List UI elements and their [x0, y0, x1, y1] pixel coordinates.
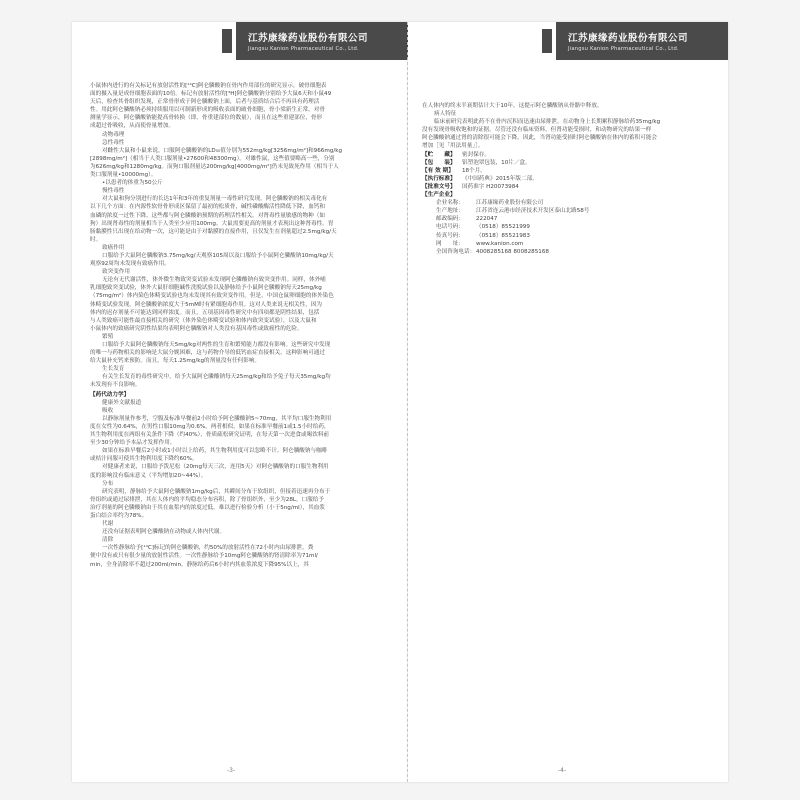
company-value: www.kanion.com [476, 240, 524, 247]
text-line: 致突变作用 [102, 269, 130, 276]
text-line: 小鼠体内进行的有关标记有放射活性的[¹⁴C]阿仑膦酸钠在骨内作用部位的研究显示，破骨细胞表 [90, 83, 327, 89]
text-line: 对大鼠和狗分别进行的长达1年和3年的重复剂量一毒性研究发现，阿仑膦酸钠的相关毒化有 [102, 196, 328, 203]
text-line: 在人体内的终末半衰期估计大于10年，这提示阿仑膦酸钠从骨骼中释放。 [422, 103, 603, 109]
text-line: [2898mg/m²]（相当于人类口服剂量•27600和48300mg）。对雄性鼠，这些值要略高一些，分别 [90, 155, 335, 162]
text-line: 增加［见「用法用量」］。 [422, 143, 484, 150]
text-line: 与人类致癌可能性最直接相关的研究（体外染色体畸变试验和体内致突变试验），以及大鼠和 [90, 317, 317, 324]
text-line: 以下几个方面：在内源性软骨骨形成区保留了最初的松质骨，碱性磷酸酶活性降低下降，血钙和 [90, 204, 325, 211]
company-value: 222047 [476, 216, 498, 223]
company-row [422, 199, 714, 207]
info-row [422, 175, 714, 183]
text-line: 为626mg/kg和1280mg/kg。而狗口服剂量达200mg/kg[4000mg/m²]仍未见致死作用（相当于人 [90, 163, 339, 170]
text-line: 如果在标准早餐后2小时或1小时以上给药，其生物利用度可以忽略不计。阿仑膦酸钠与咖啡 [102, 448, 328, 455]
info-label: 【贮 藏】 [422, 151, 456, 158]
info-row [422, 167, 714, 175]
company-label: 生产地址： [436, 208, 464, 215]
info-row [422, 183, 714, 191]
company-label: 邮政编码： [436, 216, 464, 223]
text-line: 健康外文献报道 [102, 399, 142, 406]
text-line: 研究表明，静脉给予大鼠阿仑膦酸钠1mg/kg后，其瞬间分布于软组织，但接着迅速再分布于 [102, 488, 331, 495]
text-line: 测量学显示，阿仑膦酸钠能提高骨转换（即，骨重建部位的数量），而且在这些重建部位，骨形 [90, 115, 323, 122]
text-line: 的唯一与药物相关的影响是大鼠分娩困难，这与药物介导的低钙血症直接相关。这种影响可通过 [90, 350, 325, 357]
right-body-text [422, 102, 714, 256]
info-value: 国药准字 H20073984 [462, 183, 519, 190]
text-line: 无论有无代谢活性，体外微生物致突变试验未发现阿仑膦酸钠有致突变作用。同样，体外哺 [102, 277, 326, 284]
page-left [72, 22, 408, 782]
info-label: 【执行标准】 [422, 175, 456, 182]
company-row [422, 215, 714, 223]
info-value: 《中国药典》2015年版二部。 [462, 175, 538, 182]
text-line: 成超过骨吸收，从而使骨量增加。 [90, 123, 174, 130]
company-label: 企业名称： [436, 200, 464, 207]
text-line: 阿仑膦酸钠通过肾的清除很可能会下降。因此，当肾功能受损时阿仑膦酸钠在体内的蓄积可能会 [422, 135, 657, 142]
product-info-list [422, 151, 714, 200]
text-line: 便中没有或只有很少量的放射性活性。一次性静脉给予10mg阿仑膦酸钠的肾清除率为71ml/ [90, 553, 318, 560]
info-value: 密封保存。 [462, 151, 490, 158]
text-line: 繁殖 [102, 333, 114, 340]
company-name-en: Jiangsu Kanion Pharmaceutical Co., Ltd. [248, 46, 359, 52]
info-value: 18个月。 [462, 167, 486, 174]
manufacturer-info [422, 199, 714, 256]
text-line: 小鼠体内的致癌研究阴性结果均表明阿仑膦酸钠对人类没有基因毒性或致癌性的危险。 [90, 325, 303, 332]
text-line: 骨组织或通过尿排泄，其在人体内的平均稳态分布容积，除了骨组织外，至少为28L。口服给予 [90, 496, 324, 503]
company-row [422, 240, 714, 248]
company-value: 4008285168 8008285168 [476, 248, 549, 255]
company-row [422, 207, 714, 215]
company-value: （0518）85521999 [476, 224, 530, 231]
info-row [422, 159, 714, 167]
text-line: 天后，检查其骨组织发现，正常骨形成于阿仑膦酸钠上面，后者与基质结合后不再具有药理活 [90, 99, 320, 106]
page-number-right: -4- [558, 767, 567, 774]
text-line: 未发现有不良影响。 [90, 382, 141, 389]
text-line: 面的摄入量是成骨细胞表面的10倍。标记有放射活性的[³H]阿仑膦酸钠分别给予大鼠6天和小鼠49 [90, 91, 332, 98]
text-line: 对雌性大鼠和小鼠来说，口服阿仑膦酸钠的LD₅₀值分别为552mg/kg[3256mg/m²]和966mg/kg [102, 147, 343, 154]
text-line: 观察92周均未发现有致癌作用。 [90, 261, 170, 268]
logo-mark [222, 29, 232, 53]
text-line: 或桔汁同服可使其生物利用度下降约60%。 [90, 456, 198, 463]
text-line: 临床前研究表明此药不在骨内沉积而迅速由尿排泄。在动物身上长期累积静脉给药35mg/kg [434, 119, 661, 126]
text-line: 分布 [102, 480, 114, 487]
company-label: 全国咨询电话： [436, 248, 476, 255]
company-header-right [556, 22, 728, 60]
text-line: 病人特征 [434, 111, 457, 118]
text-line: 以静脉剂量作参考，空腹及标准早餐前2小时给予阿仑膦酸钠5~70mg，其平均口服生物利用 [102, 415, 332, 422]
info-value [462, 191, 714, 199]
text-line: 体内的迟存剂量不可能达到同样浓度。而且，五项基因毒性研究中有四项都是阴性结果，包括 [90, 309, 320, 316]
company-name-cn: 江苏康缘药业股份有限公司 [568, 33, 689, 44]
text-line: 没有发现骨吸收饱和的证据。尽管还没有临床资料，但肾功能受损时，和动物研究的结果一样 [422, 127, 652, 134]
company-value: （0518）85521983 [476, 232, 530, 239]
company-row [422, 232, 714, 240]
company-label: 传真号码： [436, 232, 464, 239]
text-line: 口服给予大鼠阿仑膦酸钠每天5mg/kg对两性的生育和繁殖能力都没有影响。这些研究中发现 [102, 342, 331, 348]
text-line: 其生物利用度在两组有关条件下降（约40%），骨质疏松研究证明，在每天第一次进食或喝饮料前 [90, 432, 329, 439]
text-line: 度的影响没有临床意义（平均增加20~44%）。 [90, 472, 207, 479]
page-number-left: -3- [227, 767, 236, 774]
company-row [422, 248, 714, 256]
text-line: 蛋白结合率约为78%。 [90, 512, 148, 519]
text-line: 清除 [102, 537, 114, 544]
text-line: 生长发育 [102, 366, 125, 373]
text-line: 致癌作用 [102, 244, 125, 251]
company-label: 电话号码： [436, 224, 464, 231]
text-line: 至少30分钟给予本品才发挥作用。 [90, 440, 176, 447]
text-line: •以患者的体重为50公斤 [102, 180, 163, 187]
text-line: 治疗剂量的阿仑膦酸钠由于其在血浆内的浓度过低，难以进行检验分析（小于5ng/ml），其血浆 [90, 504, 325, 511]
text-line: 时。 [90, 236, 102, 243]
info-label: 【包 装】 [422, 159, 456, 166]
company-header-left [236, 22, 408, 60]
page-right [408, 22, 728, 782]
right-paragraphs [422, 102, 714, 151]
company-label: 网 址： [436, 240, 464, 247]
text-line: 还没有证据表明阿仑膦酸钠在动物或人体内代谢。 [102, 529, 226, 536]
text-line: 急性毒性 [102, 139, 125, 146]
text-line: 体畸变试验发现，阿仑膦酸钠浓度大于5mM时有紧细胞毒作用。这对人类来说无相关性，因为 [90, 301, 322, 308]
text-line: 血磷的浓度一过性下降。这些都与阿仑膦酸钠预期的药理活性相关。对肾毒性量敏感的物种（如 [90, 212, 325, 219]
info-label: 【有 效 期】 [422, 167, 454, 174]
text-line: 乳细胞致突变试验，体外大鼠肝细胞碱性洗脱试验以及静脉给予小鼠阿仑膦酸钠每天25mg/kg [90, 285, 322, 292]
left-body-text [90, 82, 398, 569]
company-value: 江苏省连云港市经济技术开发区泰山北路58号 [476, 208, 590, 215]
company-value: 江苏康缘药业股份有限公司 [476, 200, 544, 207]
info-value: 铝塑泡罩包装，10片／盒。 [462, 159, 531, 166]
text-line: 狗）出现肾毒性的剂量相当于人类至少应用100mg。大鼠需要更高的剂量才表现出这种肾毒性。胃 [90, 220, 334, 227]
text-line: 动物毒理 [102, 131, 125, 138]
text-line: 性。用此阿仑膦酸钠必须持续服用以可制新形成的吸收表面的破骨细胞，骨小梁新生正常，对骨 [90, 107, 325, 114]
company-row [422, 223, 714, 231]
company-name-en: Jiangsu Kanion Pharmaceutical Co., Ltd. [568, 46, 679, 52]
text-line: 类口服剂量•10000mg）。 [90, 172, 157, 179]
logo-mark [542, 29, 552, 53]
info-row [422, 151, 714, 159]
text-line: （75mg/m²）体内染色体畸变试验也均未发现其有致突变作用。但是，中国仓鼠卵细胞的体外染色 [90, 293, 334, 300]
info-label: 【生产企业】 [422, 192, 456, 199]
text-line: 度在女性为0.64%，在男性口服10mg为0.6%。两者相似。如果在标准早餐前1或1.5小时给药， [90, 423, 330, 430]
text-line: 代谢 [102, 521, 114, 528]
text-line: 肠黏膜性只出现在给动物一次，这可能是由于对黏膜的直接作用，且仅发生在剂量超过2.5mg/kg/天 [90, 228, 337, 235]
text-line: 吸收 [102, 407, 114, 414]
text-line: 有关生长发育的毒性研究中，给予大鼠阿仑膦酸钠每天25mg/kg和给予兔子每天35mg/kg均 [102, 374, 331, 381]
info-label: 【批准文号】 [422, 183, 456, 190]
company-name-cn: 江苏康缘药业股份有限公司 [248, 33, 369, 44]
text-line: min，全身清除率不超过200ml/min。静脉给药后6小时内其血浆浓度下降95%以上，其 [90, 561, 309, 568]
text-line: 对健康者来说，口服给予泼尼松（20mg每天三次，连用5天）对阿仑膦酸钠的口服生物利用 [102, 464, 329, 471]
text-line: 慢性毒性 [102, 188, 125, 195]
text-line: 给大鼠补充钙来预防。而且，每天1.25mg/kg的剂量没有任何影响。 [90, 358, 260, 365]
text-line: 【药代动力学】 [90, 391, 130, 398]
text-line: 一次性静脉给予[¹⁴C]标记的阿仑膦酸钠，约50%的放射活性在72小时内由尿排泄，粪 [102, 545, 314, 552]
info-row [422, 191, 714, 199]
text-line: 口服给予大鼠阿仑膦酸钠3.75mg/kg/天观察105周以及口服给予小鼠阿仑膦酸钠10mg/kg/天 [102, 252, 334, 259]
